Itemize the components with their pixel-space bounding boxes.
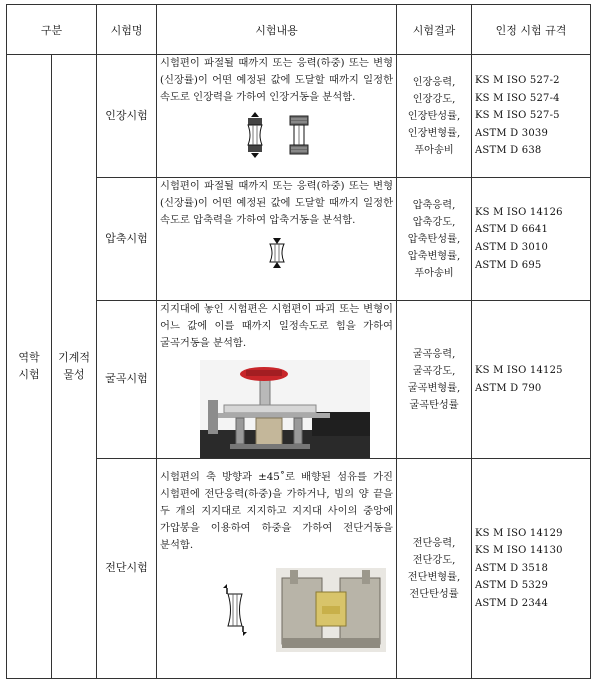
flexural-fixture-photo <box>200 360 370 458</box>
description-cell <box>157 55 397 178</box>
result-cell-compression <box>397 178 472 301</box>
standards-cell-compression <box>472 178 591 301</box>
result-item: 압축탄성률, <box>407 233 461 245</box>
standard-item: ASTM D 6641 <box>475 224 549 236</box>
result-item: 굴곡탄성률 <box>409 399 459 411</box>
result-item: 전단응력, <box>412 537 456 549</box>
standards-cell-tensile <box>472 55 591 178</box>
standards-cell-shear <box>472 459 591 679</box>
category-major-line1: 역학 <box>18 351 40 364</box>
compression-figures <box>160 235 393 271</box>
standard-item: KS M ISO 527-4 <box>475 92 560 104</box>
shear-fixture-photo <box>276 568 386 652</box>
description-shear: 시험편의 축 방향과 ±45˚로 배향된 섬유를 가진 시험편에 전단응력(하중)을 가하거나, 빔의 양 끝을 두 개의 지지대로 지지하고 지지대 사이의 중앙에 가압봉을 이용하여 하중을 가하여 전단거동을 분석함. <box>160 471 394 551</box>
description-cell <box>157 301 397 459</box>
tensile-figures <box>160 112 393 158</box>
header-row <box>7 5 591 55</box>
category-minor-line1: 기계적 <box>58 351 90 364</box>
result-cell-shear <box>397 459 472 679</box>
result-item: 굴곡변형률, <box>407 382 461 394</box>
result-cell-flexural <box>397 301 472 459</box>
header-content: 시험내용 <box>157 5 397 55</box>
header-standard: 인정 시험 규격 <box>472 5 591 55</box>
standard-item: KS M ISO 14129 <box>475 527 563 539</box>
standard-item: KS M ISO 14130 <box>475 545 563 557</box>
result-item: 압축강도, <box>412 216 456 228</box>
result-item: 굴곡강도, <box>412 365 456 377</box>
shear-figures <box>160 568 393 652</box>
standard-item: KS M ISO 527-2 <box>475 75 560 87</box>
test-name-shear: 전단시험 <box>97 459 157 679</box>
standards-cell-flexural <box>472 301 591 459</box>
category-minor <box>52 55 97 679</box>
result-cell-tensile <box>397 55 472 178</box>
standard-item: KS M ISO 14125 <box>475 364 563 376</box>
description-flexural: 지지대에 놓인 시험편은 시험편이 파괴 또는 변형이 어느 값에 이를 때까지 일정속도로 힘을 가하여 굴곡거동을 분석함. <box>160 303 394 349</box>
header-result: 시험결과 <box>397 5 472 55</box>
result-item: 전단탄성률 <box>409 588 459 600</box>
description-compression: 시험편이 파절될 때까지 또는 응력(하중) 또는 변형(신장률)이 어떤 예정된 값에 도달할 때까지 일정한 속도로 압축력을 가하여 압축거동을 분석함. <box>160 180 394 226</box>
description-cell <box>157 178 397 301</box>
result-item: 압축응력, <box>412 199 456 211</box>
standard-item: ASTM D 695 <box>475 259 542 271</box>
result-item: 인장강도, <box>412 93 456 105</box>
standard-item: ASTM D 3010 <box>475 242 549 253</box>
test-name-compression: 압축시험 <box>97 178 157 301</box>
test-spec-table <box>6 4 591 679</box>
category-major <box>7 55 52 679</box>
standard-item: ASTM D 638 <box>475 145 542 157</box>
result-item: 굴곡응력, <box>412 348 456 360</box>
standard-item: ASTM D 3518 <box>475 562 549 574</box>
header-test-name: 시험명 <box>97 5 157 55</box>
standard-item: ASTM D 3039 <box>475 127 549 139</box>
category-major-line2: 시험 <box>18 367 40 381</box>
header-category: 구분 <box>7 5 97 55</box>
standard-item: ASTM D 2344 <box>475 597 549 609</box>
description-tensile: 시험편이 파절될 때까지 또는 응력(하중) 또는 변형(신장률)이 어떤 예정된 값에 도달할 때까지 일정한 속도로 인장력을 가하여 인장거동을 분석함. <box>160 57 394 103</box>
result-item: 푸아송비 <box>414 267 454 279</box>
standard-item: KS M ISO 527-5 <box>475 110 560 122</box>
result-item: 인장응력, <box>412 76 456 88</box>
result-item: 전단강도, <box>412 554 456 566</box>
description-cell <box>157 459 397 679</box>
standard-item: ASTM D 790 <box>475 382 542 394</box>
result-item: 압축변형률, <box>407 250 461 262</box>
category-minor-line2: 물성 <box>63 367 85 381</box>
result-item: 전단변형률, <box>407 571 461 583</box>
result-item: 인장변형률, <box>407 127 461 139</box>
table-row-tensile <box>7 55 591 178</box>
standard-item: KS M ISO 14126 <box>475 206 563 218</box>
tensile-grip-icon <box>288 112 310 158</box>
test-name-flexural: 굴곡시험 <box>97 301 157 459</box>
tensile-specimen-icon <box>244 112 266 158</box>
result-item: 푸아송비 <box>414 144 454 156</box>
test-name-tensile: 인장시험 <box>97 55 157 178</box>
result-item: 인장탄성률, <box>407 110 461 122</box>
standard-item: ASTM D 5329 <box>475 580 549 592</box>
shear-specimen-icon <box>222 584 248 636</box>
compression-specimen-icon <box>266 235 288 271</box>
